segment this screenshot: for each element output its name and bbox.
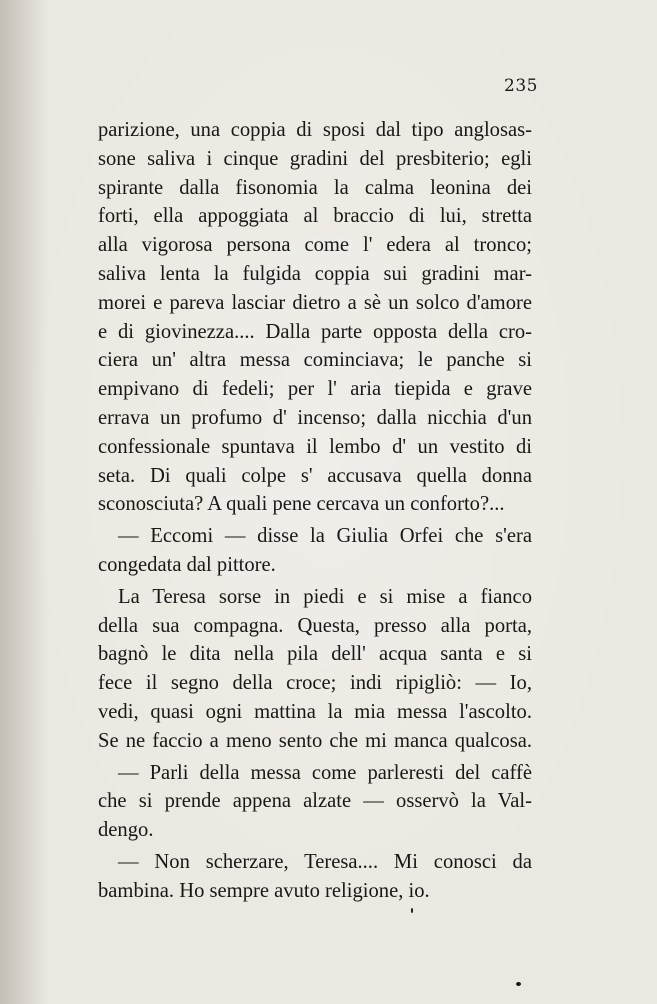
paragraph (98, 583, 532, 756)
page-number: 235 (504, 76, 538, 96)
ink-speck (411, 908, 413, 913)
text-line: della sua compagna. Questa, presso alla porta, (98, 614, 532, 637)
text-line: bambina. Ho sempre avuto religione, io. (98, 879, 430, 902)
text-line: bagnò le dita nella pila dell' acqua santa e si (98, 643, 532, 666)
text-line: congedata dal pittore. (98, 553, 276, 576)
text-line: che si prende appena alzate — osservò la Val- (98, 790, 532, 813)
text-line: Se ne faccio a meno sento che mi manca qualcosa. (98, 729, 532, 752)
text-line: vedi, quasi ogni mattina la mia messa l'ascolto. (98, 700, 532, 723)
text-line: parizione, una coppia di sposi dal tipo anglosas- (98, 119, 532, 141)
text-line: e di giovinezza.... Dalla parte opposta della cro- (98, 320, 532, 343)
gutter-shadow (0, 0, 48, 1004)
text-line: seta. Di quali colpe s' accusava quella donna (98, 464, 532, 487)
text-line: ciera un' altra messa cominciava; le panche si (98, 349, 532, 372)
text-line: fece il segno della croce; indi ripigliò: — Io, (98, 672, 532, 695)
text-line: dengo. (98, 819, 154, 842)
text-line: La Teresa sorse in piedi e si mise a fianco (118, 585, 532, 608)
text-line: — Parli della messa come parleresti del caffè (118, 761, 532, 784)
text-line: empivano di fedeli; per l' aria tiepida e grave (98, 378, 532, 401)
text-line: alla vigorosa persona come l' edera al tronco; (98, 234, 532, 257)
text-line: forti, ella appoggiata al braccio di lui, stretta (98, 205, 532, 228)
text-line: sone saliva i cinque gradini del presbiterio; egli (98, 147, 532, 170)
text-line: — Non scherzare, Teresa.... Mi conosci da (118, 850, 532, 873)
paragraph (98, 759, 532, 845)
paragraph (98, 116, 532, 519)
paragraph (98, 522, 532, 580)
text-line: spirante dalla fisonomia la calma leonina dei (98, 176, 532, 199)
text-line: sconosciuta? A quali pene cercava un conforto?... (98, 493, 505, 516)
ink-speck (516, 982, 521, 986)
body-text (98, 116, 532, 906)
text-line: confessionale spuntava il lembo d' un vestito di (98, 435, 532, 458)
text-line: morei e pareva lasciar dietro a sè un solco d'amore (98, 291, 532, 314)
text-line: errava un profumo d' incenso; dalla nicchia d'un (98, 406, 532, 429)
paragraph (98, 848, 532, 906)
text-line: — Eccomi — disse la Giulia Orfei che s'era (118, 525, 532, 548)
text-line: saliva lenta la fulgida coppia sui gradini mar- (98, 262, 532, 285)
